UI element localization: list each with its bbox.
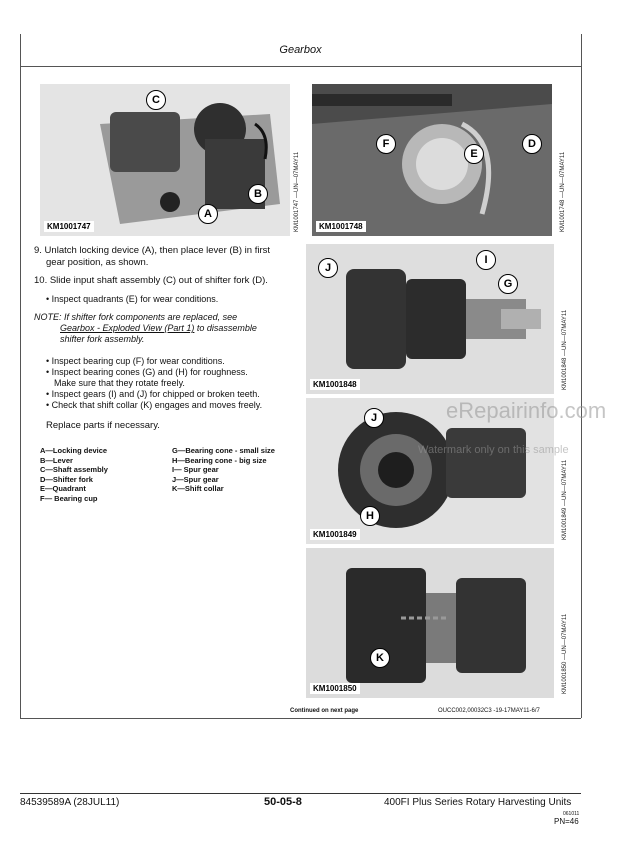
- document-code: OUCC002,00032C3 -19-17MAY11-6/7: [438, 708, 540, 714]
- replace-note: Replace parts if necessary.: [46, 420, 160, 431]
- footer-small-code: 061011: [563, 811, 580, 817]
- figure-km1001747: [40, 84, 290, 236]
- figure-id: KM1001748: [316, 221, 366, 232]
- legend-item: H—Bearing cone - big size: [172, 455, 267, 465]
- watermark: eRepairinfo.com: [446, 398, 607, 423]
- step-9-line-1: 9. Unlatch locking device (A), then place lever (B) in first: [34, 245, 271, 256]
- figure-code: KM1001848 —UN—07MAY11: [562, 309, 568, 390]
- legend-item: B—Lever: [40, 455, 73, 465]
- section-title: Gearbox: [279, 44, 322, 56]
- legend-item: C—Shaft assembly: [40, 465, 108, 474]
- gear-shaft-photo-3: [306, 548, 554, 698]
- callout-k: K: [370, 648, 390, 668]
- note-line-1: NOTE: If shifter fork components are replaced, see: [34, 312, 238, 322]
- legend-right: [172, 446, 296, 494]
- footer-rule: [20, 793, 581, 794]
- gearbox-photo-1: [40, 84, 290, 236]
- bullet-quadrants: • Inspect quadrants (E) for wear conditions.: [46, 294, 219, 304]
- callout-i: I: [476, 250, 496, 270]
- legend-item: E—Quadrant: [40, 484, 86, 493]
- callout-j: J: [364, 408, 384, 428]
- callout-f: F: [376, 134, 396, 154]
- legend-item: K—Shift collar: [172, 484, 224, 493]
- legend-item: G—Bearing cone - small size: [172, 446, 275, 455]
- step-9-line-2: gear position, as shown.: [46, 257, 149, 268]
- bullet-list: [46, 356, 296, 411]
- continued-label: Continued on next page: [290, 708, 359, 714]
- figure-code: KM1001850 —UN—07MAY11: [562, 613, 568, 694]
- figure-km1001850: [306, 548, 554, 698]
- footer-pn: PN=46: [554, 817, 579, 826]
- bullet-bearing-cup: • Inspect bearing cup (F) for wear conditions.: [46, 356, 225, 366]
- note-line-3: shifter fork assembly.: [60, 334, 145, 344]
- callout-g: G: [498, 274, 518, 294]
- legend-item: D—Shifter fork: [40, 474, 93, 484]
- bullet-gears: • Inspect gears (I) and (J) for chipped or broken teeth.: [46, 389, 260, 399]
- footer-title: 400FI Plus Series Rotary Harvesting Units: [384, 797, 572, 808]
- callout-b: B: [248, 184, 268, 204]
- step-9: [34, 245, 296, 269]
- figure-id: KM1001849: [310, 529, 360, 540]
- footer-doc-number: 84539589A (28JUL11): [20, 797, 120, 808]
- bullet-bearing-cones: • Inspect bearing cones (G) and (H) for roughness.: [46, 367, 248, 377]
- footer-page-number: 50-05-8: [264, 796, 302, 808]
- callout-j: J: [318, 258, 338, 278]
- callout-d: D: [522, 134, 542, 154]
- callout-a: A: [198, 204, 218, 224]
- figure-code: KM1001747 —UN—07MAY11: [294, 151, 300, 232]
- figure-code: KM1001748 —UN—07MAY11: [560, 151, 566, 232]
- bullet-continuation: Make sure that they rotate freely.: [54, 378, 185, 388]
- content-bottom-rule: [20, 718, 581, 719]
- bullet-text: Inspect bearing cup (F) for wear conditions.: [51, 356, 225, 366]
- legend-item: A—Locking device: [40, 446, 108, 455]
- bullet-shift-collar: • Check that shift collar (K) engages and moves freely.: [46, 400, 263, 410]
- callout-e: E: [464, 144, 484, 164]
- figure-id: KM1001747: [44, 221, 94, 232]
- legend-item: F— Bearing cup: [40, 493, 98, 503]
- bullet-text: Inspect quadrants (E) for wear conditions.: [51, 294, 219, 304]
- bullet-text: Inspect bearing cones (G) and (H) for roughness.: [51, 367, 248, 377]
- gear-shaft-photo-1: [306, 244, 554, 394]
- figure-code: KM1001849 —UN—07MAY11: [562, 459, 568, 540]
- header-divider: [20, 66, 581, 67]
- note-line-2: to disassemble: [194, 323, 257, 333]
- figure-id: KM1001848: [310, 379, 360, 390]
- callout-h: H: [360, 506, 380, 526]
- bullet-text: Check that shift collar (K) engages and moves freely.: [51, 400, 263, 410]
- figure-km1001848: [306, 244, 554, 394]
- note: [34, 312, 296, 345]
- exploded-view-link[interactable]: Gearbox - Exploded View (Part 1): [60, 323, 195, 333]
- legend-left: [40, 446, 165, 503]
- figure-km1001748: [312, 84, 552, 236]
- step-10: 10. Slide input shaft assembly (C) out of shifter fork (D).: [34, 275, 268, 286]
- watermark-subtext: Watermark only on this sample: [418, 444, 569, 456]
- gearbox-photo-2: [312, 84, 552, 236]
- bullet-text: Inspect gears (I) and (J) for chipped or broken teeth.: [51, 389, 260, 399]
- legend-item: I— Spur gear: [172, 465, 219, 474]
- callout-c: C: [146, 90, 166, 110]
- figure-id: KM1001850: [310, 683, 360, 694]
- legend-item: J—Spur gear: [172, 474, 219, 484]
